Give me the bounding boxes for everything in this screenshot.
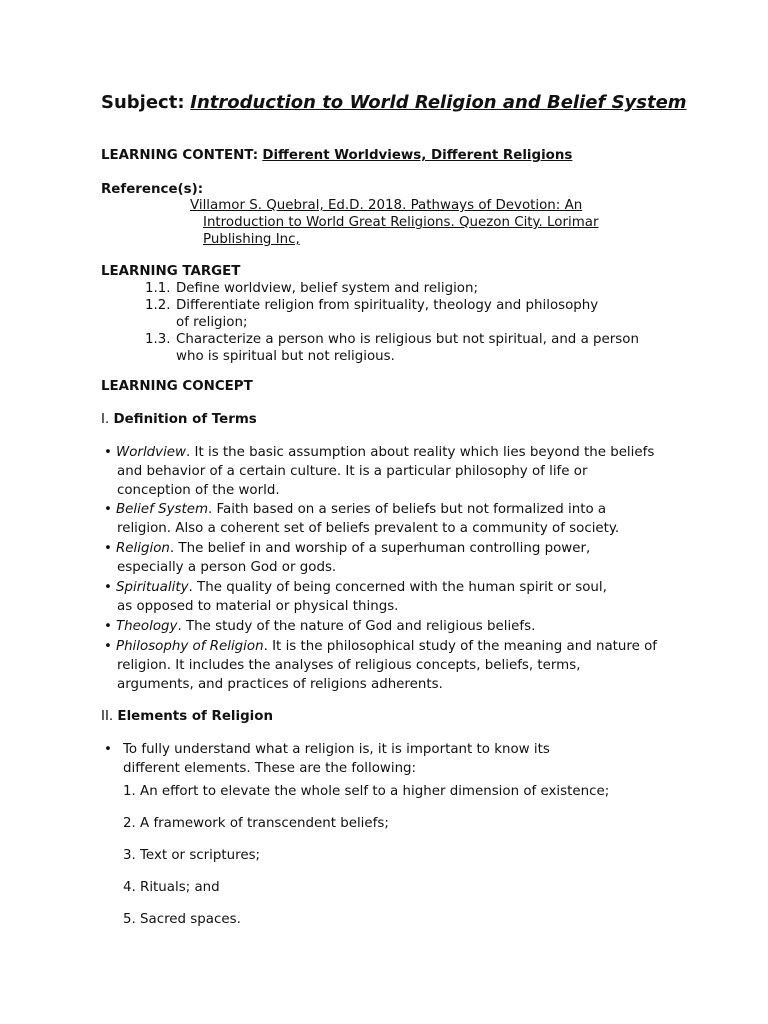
learning-target-heading: LEARNING TARGET — [101, 264, 241, 279]
definition-text: . The study of the nature of God and religious beliefs. — [177, 619, 536, 634]
definition-text: . It is the philosophical study of the meaning and nature of — [263, 639, 658, 654]
definition-term: Spirituality — [116, 580, 189, 595]
bullet-icon: • — [104, 742, 112, 757]
definition-text: . The belief in and worship of a superhuman controlling power, — [169, 541, 591, 556]
section-number: I. — [101, 412, 110, 427]
definition-item — [104, 443, 654, 463]
subject-label: Subject: — [101, 92, 185, 113]
elements-intro — [104, 740, 550, 760]
bullet-icon: • — [104, 445, 112, 460]
definition-text: . Faith based on a series of beliefs but not formalized into a — [208, 502, 607, 517]
definition-text: conception of the world. — [117, 483, 280, 498]
definition-item — [104, 617, 535, 637]
element-item: 4. Rituals; and — [123, 880, 220, 895]
target-text: who is spiritual but not religious. — [176, 349, 395, 364]
element-item: 3. Text or scriptures; — [123, 848, 261, 863]
definition-text: religion. Also a coherent set of beliefs prevalent to a community of society. — [117, 521, 620, 536]
definition-text: . It is the basic assumption about reality which lies beyond the beliefs — [186, 445, 655, 460]
definition-item — [104, 578, 607, 598]
bullet-icon: • — [104, 639, 112, 654]
target-number: 1.3. — [145, 332, 171, 347]
definition-text: arguments, and practices of religions adherents. — [117, 677, 443, 692]
target-text: Characterize a person who is religious but not spiritual, and a person — [176, 332, 639, 347]
section-title: Elements of Religion — [117, 709, 274, 724]
target-text: of religion; — [176, 315, 248, 330]
references-label: Reference(s): — [101, 182, 204, 197]
definition-item — [104, 637, 657, 657]
bullet-icon: • — [104, 541, 112, 556]
elements-heading — [101, 707, 273, 727]
target-number: 1.2. — [145, 298, 171, 313]
reference-line: Villamor S. Quebral, Ed.D. 2018. Pathways of Devotion: An — [190, 198, 583, 213]
definitions-heading — [101, 410, 257, 430]
bullet-icon: • — [104, 619, 112, 634]
element-item: 2. A framework of transcendent beliefs; — [123, 816, 389, 831]
elements-intro-text: To fully understand what a religion is, it is important to know its — [123, 742, 550, 757]
definition-text: as opposed to material or physical things. — [117, 599, 399, 614]
reference-line: Publishing Inc, — [203, 232, 300, 247]
definition-text: . The quality of being concerned with the human spirit or soul, — [188, 580, 607, 595]
definition-term: Religion — [116, 541, 170, 556]
definition-term: Belief System — [116, 502, 209, 517]
bullet-icon: • — [104, 502, 112, 517]
definition-item — [104, 539, 590, 559]
definition-text: religion. It includes the analyses of religious concepts, beliefs, terms, — [117, 658, 581, 673]
target-number: 1.1. — [145, 281, 171, 296]
target-text: Differentiate religion from spirituality, theology and philosophy — [176, 298, 599, 313]
learning-concept-heading: LEARNING CONCEPT — [101, 379, 253, 394]
element-item: 1. An effort to elevate the whole self to a higher dimension of existence; — [123, 784, 610, 799]
definition-text: especially a person God or gods. — [117, 560, 337, 575]
target-text: Define worldview, belief system and religion; — [176, 281, 478, 296]
element-item: 5. Sacred spaces. — [123, 912, 241, 927]
learning-content-line — [101, 146, 572, 166]
learning-content-value: Different Worldviews, Different Religions — [262, 148, 573, 163]
subject-line — [101, 91, 687, 115]
section-title: Definition of Terms — [113, 412, 257, 427]
section-number: II. — [101, 709, 114, 724]
bullet-icon: • — [104, 580, 112, 595]
elements-intro-text: different elements. These are the following: — [123, 761, 417, 776]
definition-term: Theology — [116, 619, 178, 634]
subject-title: Introduction to World Religion and Belief System — [190, 92, 687, 113]
definition-text: and behavior of a certain culture. It is a particular philosophy of life or — [117, 464, 588, 479]
reference-line: Introduction to World Great Religions. Quezon City. Lorimar — [203, 215, 599, 230]
definition-term: Worldview — [116, 445, 186, 460]
learning-content-label: LEARNING CONTENT: — [101, 148, 259, 163]
definition-item — [104, 500, 606, 520]
definition-term: Philosophy of Religion — [116, 639, 264, 654]
